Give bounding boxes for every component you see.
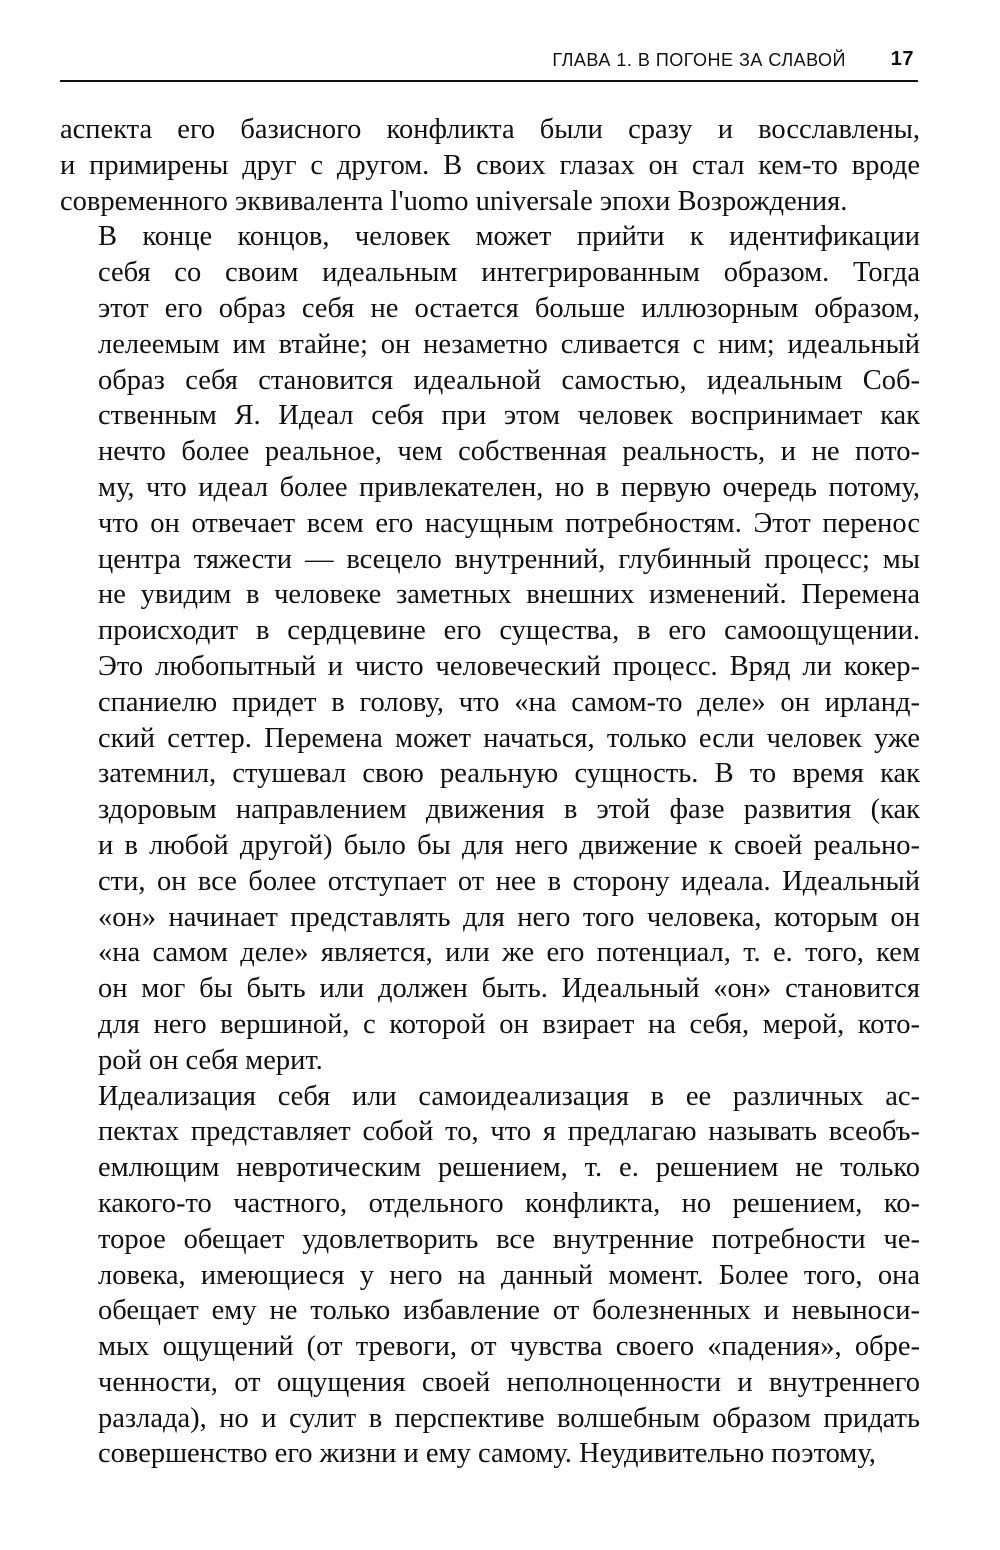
paragraph — [60, 1079, 920, 1473]
text-line: В конце концов, человек может прийти к идентификации — [98, 221, 920, 253]
chapter-title: ГЛАВА 1. В ПОГОНЕ ЗА СЛАВОЙ — [552, 50, 846, 70]
text-line: емлющим невротическим решением, т. е. решением не только — [98, 1152, 920, 1184]
text-line: он мог бы быть или должен быть. Идеальный «он» становится — [98, 973, 920, 1005]
text-line: ченности, от ощущения своей неполноценности и внутреннего — [98, 1366, 920, 1398]
paragraph — [60, 219, 920, 1078]
text-line: этот его образ себя не остается больше иллюзорным образом, — [98, 292, 920, 324]
text-line: современного эквивалента l'uomo universale эпохи Возрождения. — [60, 185, 848, 217]
text-line: центра тяжести — всецело внутренний, глубинный процесс; мы — [98, 543, 920, 575]
text-line: Это любопытный и чисто человеческий процесс. Вряд ли кокер- — [98, 650, 920, 682]
text-line: спаниелю придет в голову, что «на самом-то деле» он ирланд- — [98, 686, 920, 718]
text-line: не увидим в человеке заметных внешних изменений. Перемена — [98, 579, 920, 611]
text-line: нечто более реальное, чем собственная реальность, и не пото- — [98, 436, 920, 468]
text-line: образ себя становится идеальной самостью, идеальным Соб- — [98, 364, 920, 396]
text-line: ловека, имеющиеся у него на данный момент. Более того, она — [98, 1259, 920, 1291]
text-line: здоровым направлением движения в этой фазе развития (как — [98, 794, 920, 826]
text-line: происходит в сердцевине его существа, в его самоощущении. — [98, 615, 920, 647]
text-line: и примирены друг с другом. В своих глазах он стал кем-то вроде — [60, 149, 920, 181]
running-header — [60, 44, 918, 82]
text-line: торое обещает удовлетворить все внутренние потребности че- — [98, 1223, 920, 1255]
text-line: ский сеттер. Перемена может начаться, только если человек уже — [98, 722, 920, 754]
text-line: и в любой другой) было бы для него движение к своей реально- — [98, 829, 920, 861]
text-line: Идеализация себя или самоидеализация в ее различных ас- — [98, 1080, 920, 1112]
text-line: лелеемым им втайне; он незаметно сливается с ним; идеальный — [98, 328, 920, 360]
text-line: рой он себя мерит. — [98, 1044, 323, 1076]
text-line: что он отвечает всем его насущным потребностям. Этот перенос — [98, 507, 920, 539]
text-line: какого-то частного, отдельного конфликта, но решением, ко- — [98, 1187, 920, 1219]
page-number: 17 — [890, 48, 914, 70]
text-line: совершенство его жизни и ему самому. Неудивительно поэтому, — [98, 1438, 876, 1470]
text-line: обещает ему не только избавление от болезненных и невыноси- — [98, 1295, 920, 1327]
text-line: пектах представляет собой то, что я предлагаю называть всеобъ- — [98, 1116, 920, 1148]
text-line: ственным Я. Идеал себя при этом человек воспринимает как — [98, 400, 920, 432]
text-line: затемнил, стушевал свою реальную сущность. В то время как — [98, 758, 920, 790]
text-line: разлада), но и сулит в перспективе волшебным образом придать — [98, 1402, 920, 1434]
text-line: мых ощущений (от тревоги, от чувства своего «падения», обре- — [98, 1331, 920, 1363]
text-line: «на самом деле» является, или же его потенциал, т. е. того, кем — [98, 937, 920, 969]
text-line: для него вершиной, с которой он взирает на себя, мерой, кото- — [98, 1008, 920, 1040]
body-text — [60, 112, 920, 1472]
text-line: «он» начинает представлять для него того человека, которым он — [98, 901, 920, 933]
text-line: сти, он все более отступает от нее в сторону идеала. Идеальный — [98, 865, 920, 897]
text-line: аспекта его базисного конфликта были сразу и восславлены, — [60, 114, 920, 145]
text-line: му, что идеал более привлекателен, но в первую очередь потому, — [98, 471, 920, 503]
text-line: себя со своим идеальным интегрированным образом. Тогда — [98, 257, 920, 289]
paragraph — [60, 112, 920, 219]
